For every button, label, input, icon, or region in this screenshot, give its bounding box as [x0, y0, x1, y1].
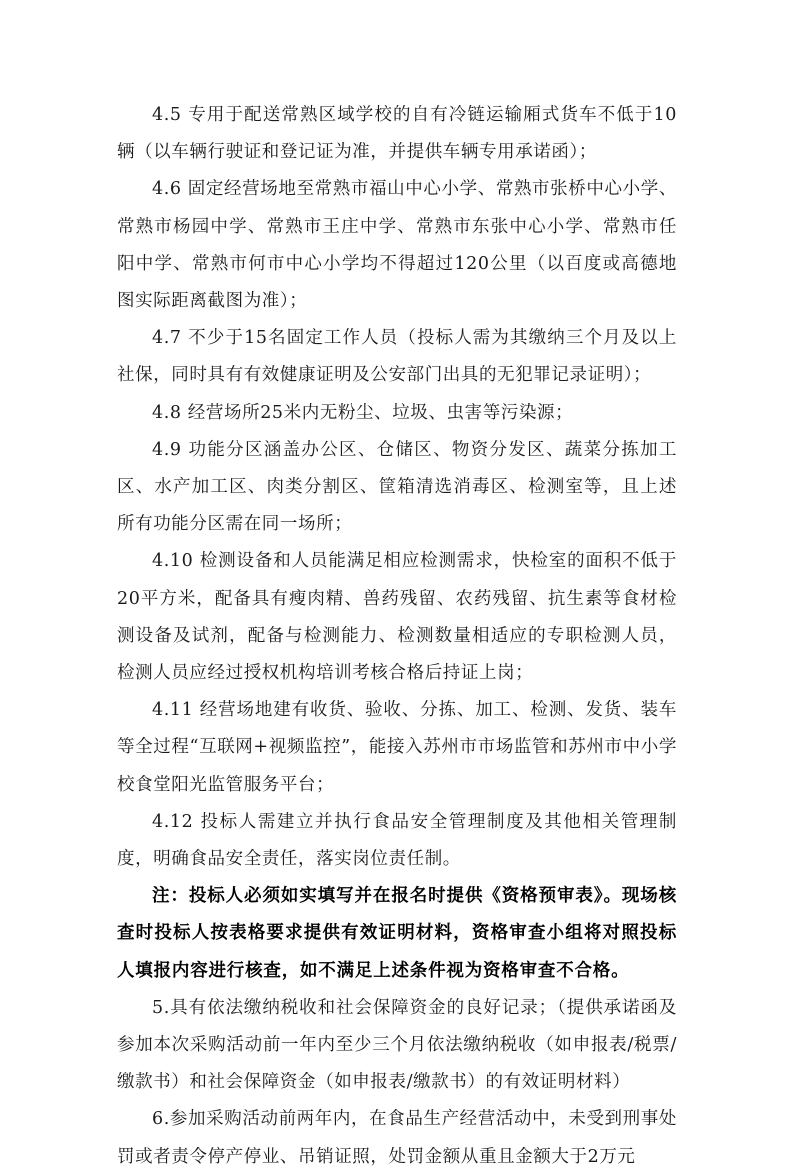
- clause-4-6: 4.6 固定经营场地至常熟市福山中心小学、常熟市张桥中心小学、常熟市杨园中学、常熟市王庄中学、常熟市东张中心小学、常熟市任阳中学、常熟市何市中心小学均不得超过120公里（以百度或高德地图实际距离截图为准）；: [117, 179, 677, 312]
- clause-4-10: 4.10 检测设备和人员能满足相应检测需求，快检室的面积不低于20平方米，配备具有瘦肉精、兽药残留、农药残留、抗生素等食材检测设备及试剂，配备与检测能力、检测数量相适应的专职检测人员，检测人员应经过授权机构培训考核合格后持证上岗；: [117, 551, 677, 684]
- document-body: [117, 97, 677, 1176]
- clause-6: 6.参加采购活动前两年内，在食品生产经营活动中，未受到刑事处罚或者责令停产停业、吊销证照，处罚金额从重且金额大于2万元: [117, 1109, 677, 1167]
- clause-4-9: 4.9 功能分区涵盖办公区、仓储区、物资分发区、蔬菜分拣加工区、水产加工区、肉类分割区、筐箱清选消毒区、检测室等，且上述所有功能分区需在同一场所；: [117, 439, 677, 535]
- clause-4-8: 4.8 经营场所25米内无粉尘、垃圾、虫害等污染源；: [152, 402, 574, 423]
- clause-4-11: 4.11 经营场地建有收货、验收、分拣、加工、检测、发货、装车等全过程“互联网+视频监控”，能接入苏州市市场监管和苏州市中小学校食堂阳光监管服务平台；: [117, 700, 677, 795]
- clause-4-12: 4.12 投标人需建立并执行食品安全管理制度及其他相关管理制度，明确食品安全责任，落实岗位责任制。: [117, 811, 677, 870]
- qualification-note: 注：投标人必须如实填写并在报名时提供《资格预审表》。现场核查时投标人按表格要求提供有效证明材料，资格审查小组将对照投标人填报内容进行核查，如不满足上述条件视为资格审查不合格。: [117, 886, 677, 981]
- clause-4-7: 4.7 不少于15名固定工作人员（投标人需为其缴纳三个月及以上社保，同时具有有效健康证明及公安部门出具的无犯罪记录证明）；: [117, 328, 677, 386]
- clause-5: 5.具有依法缴纳税收和社会保障资金的良好记录；（提供承诺函及参加本次采购活动前一年内至少三个月依法缴纳税收（如申报表/税票/缴款书）和社会保障资金（如申报表/缴款书）的有效证明材料）: [117, 997, 677, 1093]
- clause-4-5: 4.5 专用于配送常熟区域学校的自有冷链运输厢式货车不低于10辆（以车辆行驶证和登记证为准，并提供车辆专用承诺函）；: [117, 105, 677, 163]
